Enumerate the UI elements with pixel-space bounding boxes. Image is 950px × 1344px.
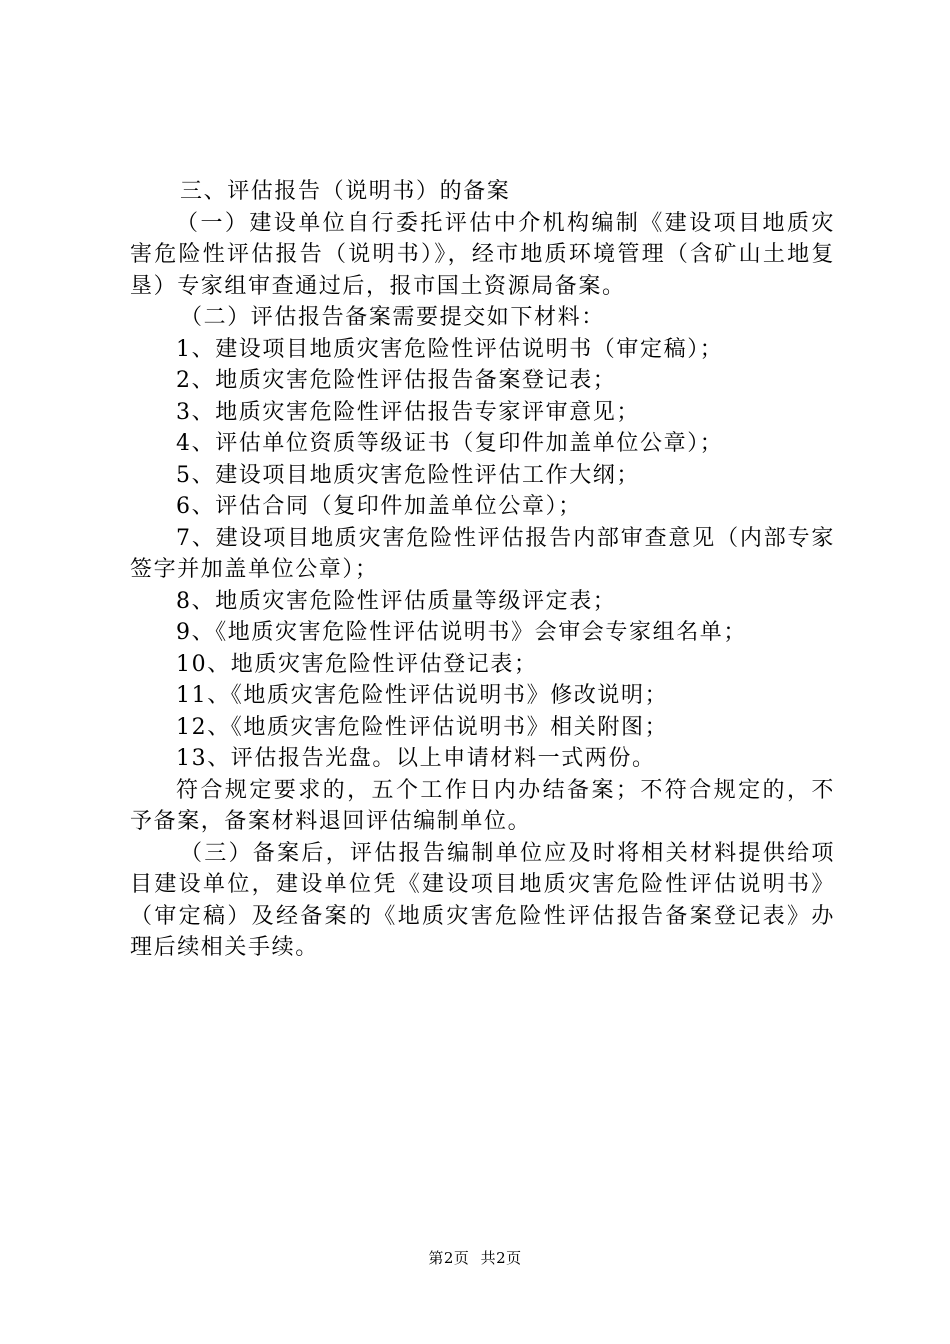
page-number-current: 第2页: [428, 1249, 470, 1267]
material-item-10: 10、地质灾害危险性评估登记表；: [176, 651, 538, 677]
page-footer: [0, 1247, 950, 1268]
material-item-12: 12、《地质灾害危险性评估说明书》相关附图；: [176, 714, 669, 740]
material-item-4: 4、评估单位资质等级证书（复印件加盖单位公章）；: [176, 431, 724, 456]
document-body: [130, 176, 835, 964]
material-item-1: 1、建设项目地质灾害危险性评估说明书（审定稿）；: [176, 336, 724, 362]
paragraph-3: 符合规定要求的，五个工作日内办结备案；不符合规定的，不予备案，备案材料退回评估编制单位。: [130, 777, 835, 834]
paragraph-2: （二）评估报告备案需要提交如下材料：: [180, 305, 605, 330]
material-item-2: 2、地质灾害危险性评估报告备案登记表；: [176, 368, 617, 393]
material-item-3: 3、地质灾害危险性评估报告专家评审意见；: [176, 399, 640, 425]
material-item-6: 6、评估合同（复印件加盖单位公章）；: [176, 494, 582, 519]
paragraph-1: （一）建设单位自行委托评估中介机构编制《建设项目地质灾害危险性评估报告（说明书）》，经市地质环境管理（含矿山土地复垦）专家组审查通过后，报市国土资源局备案。: [130, 210, 835, 299]
material-item-11: 11、《地质灾害危险性评估说明书》修改说明；: [176, 683, 669, 708]
paragraph-4: （三）备案后，评估报告编制单位应及时将相关材料提供给项目建设单位，建设单位凭《建设项目地质灾害危险性评估说明书》（审定稿）及经备案的《地质灾害危险性评估报告备案登记表》办理后续相关手续。: [130, 840, 835, 960]
material-item-7: 7、建设项目地质灾害危险性评估报告内部审查意见（内部专家签字并加盖单位公章）；: [130, 525, 835, 582]
material-item-13: 13、评估报告光盘。以上申请材料一式两份。: [176, 746, 656, 771]
material-item-5: 5、建设项目地质灾害危险性评估工作大纲；: [176, 462, 640, 488]
material-item-9: 9、《地质灾害危险性评估说明书》会审会专家组名单；: [176, 620, 747, 645]
material-item-8: 8、地质灾害危险性评估质量等级评定表；: [176, 588, 617, 614]
section-title: 三、评估报告（说明书）的备案: [180, 179, 511, 204]
page-number-total: 共2页: [480, 1249, 522, 1267]
